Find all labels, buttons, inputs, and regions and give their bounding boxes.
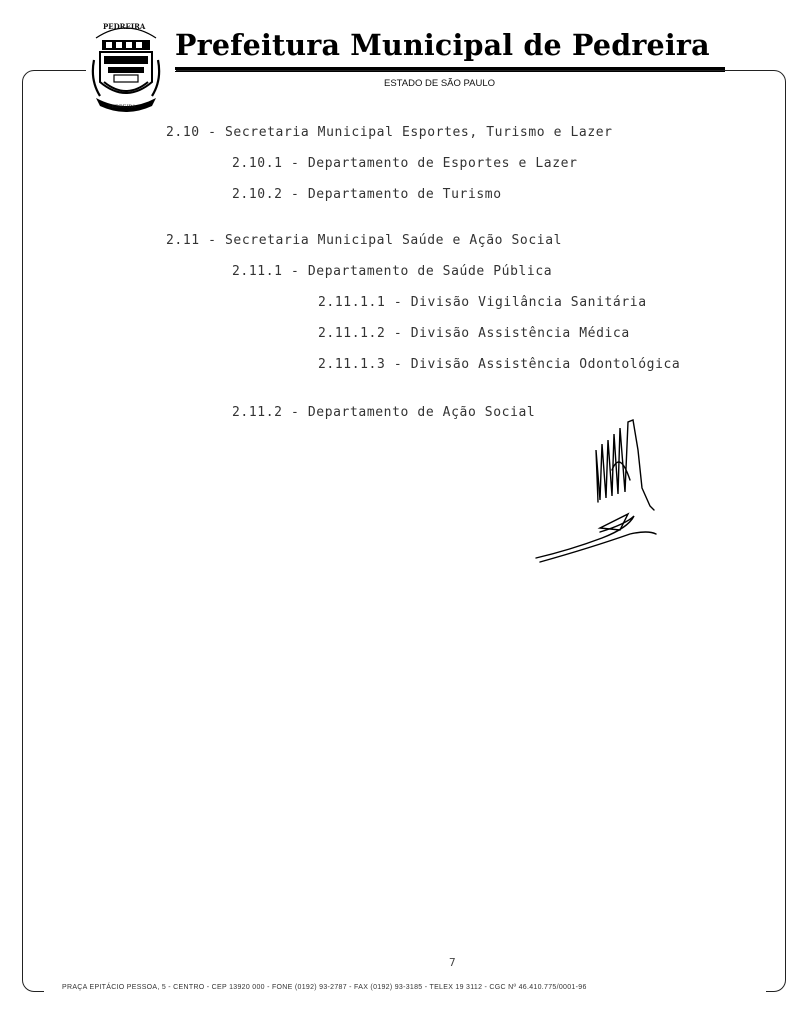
letterhead-subtitle: ESTADO DE SÃO PAULO bbox=[384, 78, 496, 89]
division-2-11-1-1: 2.11.1.1 - Divisão Vigilância Sanitária bbox=[318, 295, 647, 310]
letterhead-title: Prefeitura Municipal de Pedreira bbox=[175, 28, 710, 62]
page-frame bbox=[22, 70, 786, 992]
handwritten-signature bbox=[530, 410, 665, 575]
department-2-10-2: 2.10.2 - Departamento de Turismo bbox=[232, 187, 502, 202]
crest-bottom-text: PEDREIRA bbox=[108, 104, 136, 110]
division-2-11-1-3: 2.11.1.3 - Divisão Assistência Odontológica bbox=[318, 357, 681, 372]
department-2-11-2: 2.11.2 - Departamento de Ação Social bbox=[232, 405, 536, 420]
title-rule-thin bbox=[175, 71, 725, 72]
department-2-11-1: 2.11.1 - Departamento de Saúde Pública bbox=[232, 264, 553, 279]
section-2-10: 2.10 - Secretaria Municipal Esportes, Turismo e Lazer bbox=[166, 125, 613, 140]
page-number: 7 bbox=[449, 956, 456, 969]
title-rule bbox=[175, 67, 725, 70]
footer-address: PRAÇA EPITÁCIO PESSOA, 5 - CENTRO - CEP 13920 000 - FONE (0192) 93-2787 - FAX (0192) 93-3185 - TELEX 19 3112 - CGC Nº 46.410.775/0001-96 bbox=[62, 984, 587, 991]
department-2-10-1: 2.10.1 - Departamento de Esportes e Lazer bbox=[232, 156, 578, 171]
crest-top-text: PEDREIRA bbox=[103, 22, 146, 31]
division-2-11-1-2: 2.11.1.2 - Divisão Assistência Médica bbox=[318, 326, 630, 341]
section-2-11: 2.11 - Secretaria Municipal Saúde e Ação Social bbox=[166, 233, 563, 248]
